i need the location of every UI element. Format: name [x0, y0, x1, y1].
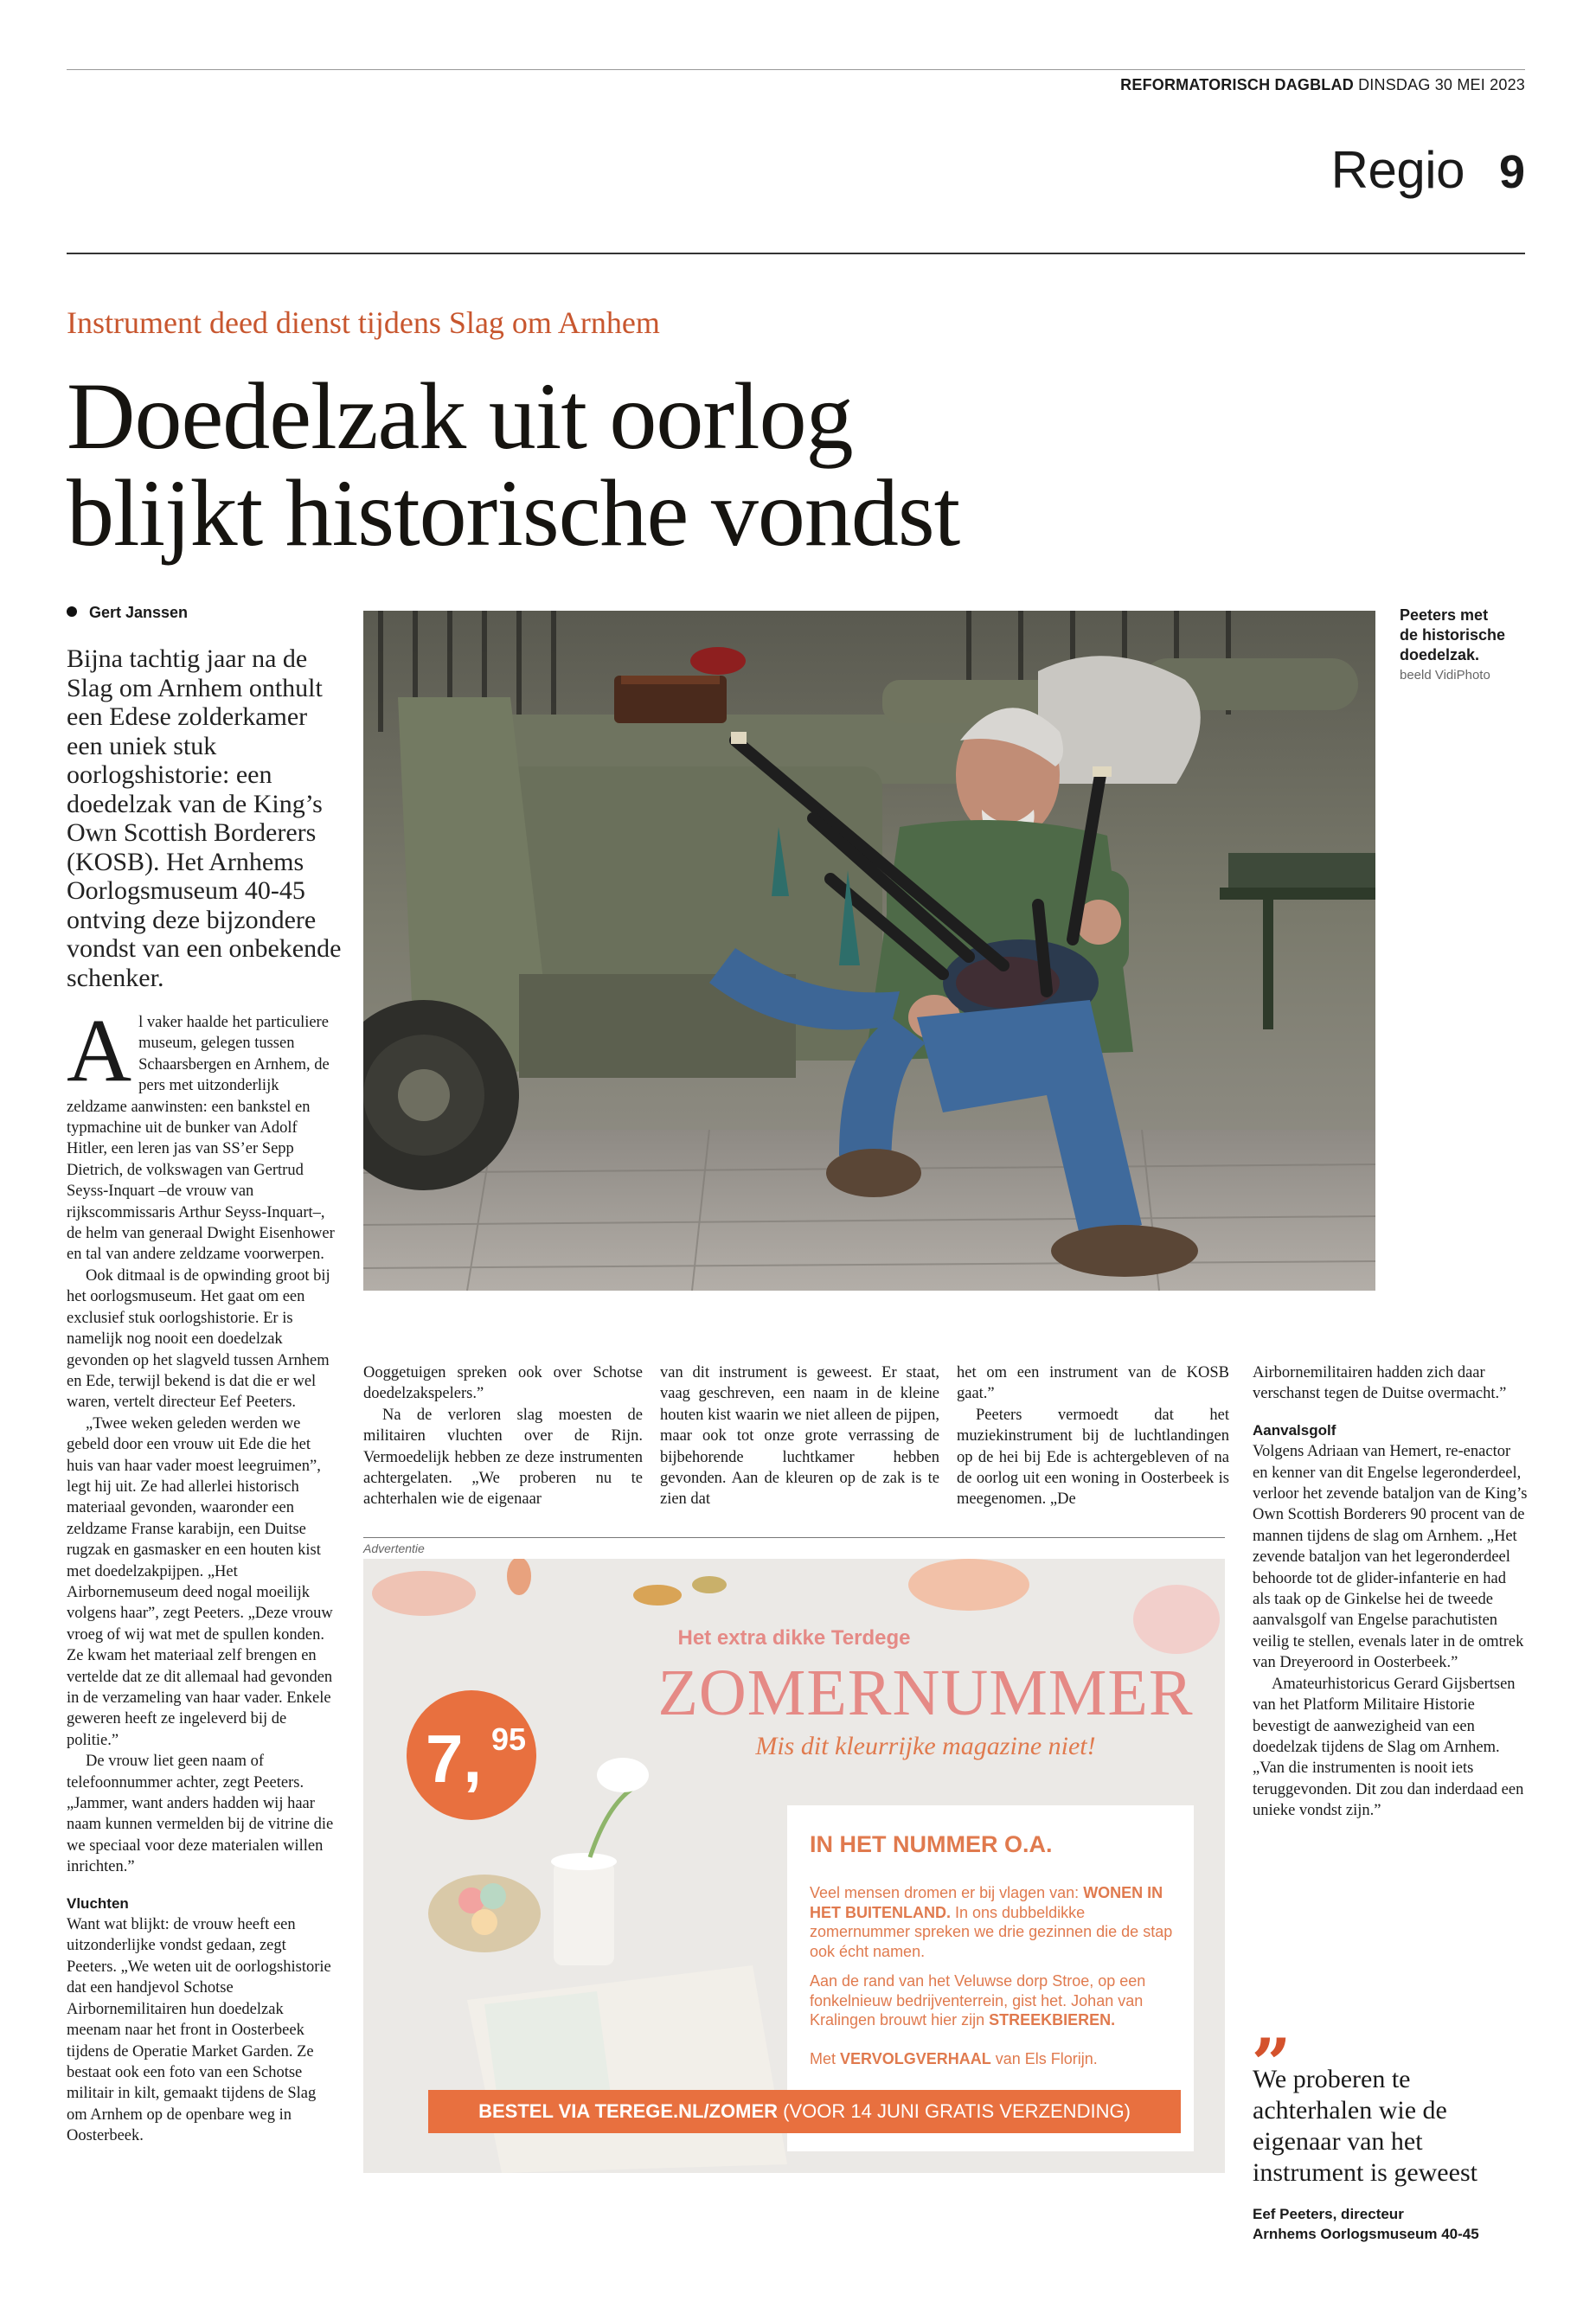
order-note: (VOOR 14 JUNI GRATIS VERZENDING): [778, 2100, 1131, 2122]
ad-text: van Els Florijn.: [990, 2050, 1098, 2067]
ad-subtitle: Het extra dikke Terdege: [677, 1626, 911, 1650]
paragraph: Want wat blijkt: de vrouw heeft een uitzonderlijke vondst gedaan, zegt Peeters. „We weten uit de oorlogshistorie dat een handjevol Schotse Airbornemilitairen hun doedelzak meenam naar het front in Oosterbeek tijdens de Operatie Market Garden. Ze bestaat ook een foto van een Schotse militair in kilt, gemaakt tijdens de Slag om Arnhem op de openbare weg in Oosterbeek.: [67, 1916, 331, 2145]
ad-section-title: IN HET NUMMER O.A.: [810, 1831, 1053, 1857]
photo-credit: beeld VidiPhoto: [1400, 668, 1490, 683]
subheading: Aanvalsgolf: [1253, 1421, 1336, 1439]
ad-highlight: STREEKBIEREN.: [989, 2011, 1116, 2029]
photo-caption: [1400, 606, 1529, 685]
ad-paragraph: [810, 1883, 1173, 1961]
price-cents: 95: [491, 1721, 527, 1757]
caption-line: Peeters met: [1400, 606, 1489, 624]
page-number: 9: [1498, 146, 1525, 198]
paragraph: Peeters vermoedt dat het muziekinstrument bij de luchtlandingen op de hei bij Ede is achtergebleven of na de oorlog uit een woning in Oosterbeek is meegenomen. „De: [957, 1406, 1229, 1509]
drop-cap: A: [67, 1001, 132, 1100]
quote-text: We proberen te achterhalen wie de eigenaar van het instrument is geweest: [1253, 2065, 1477, 2187]
ad-label: Advertentie: [363, 1541, 425, 1555]
top-rule: [67, 69, 1525, 70]
section-header: [1331, 140, 1525, 200]
pull-quote: [1253, 1984, 1529, 2244]
ad-title: ZOMERNUMMER: [657, 1657, 1194, 1729]
section-name: Regio: [1330, 141, 1465, 199]
quote-attribution: [1253, 2204, 1529, 2244]
ad-text: Aan de rand van het Veluwse dorp Stroe, op een fonkelnieuw bedrijventerrein, gist het. Johan van Kralingen brouwt hier zijn: [810, 1972, 1146, 2029]
paragraph: Ooggetuigen spreken ook over Schotse doedelzakspelers.”: [363, 1364, 643, 1403]
caption-line: doedelzak.: [1400, 646, 1480, 663]
subheading: Vluchten: [67, 1894, 129, 1912]
section-rule: [67, 253, 1525, 254]
masthead: [1120, 76, 1525, 94]
article-column-5: [1253, 1362, 1528, 1822]
paragraph: Volgens Adriaan van Hemert, re-enactor en kenner van dit Engelse legeronderdeel, verloor het zevende bataljon van de King’s Own Scottish Borderers 90 procent van de mannen tijdens de slag om Arnhem. „Het zevende bataljon van het legeronderdeel behoorde tot de glider-infanterie en had als taak op de Ginkelse hei de tweede aanvalsgolf van Engelse parachutisten veilig te stellen, evenals later in de omtrek van Dreyeroord in Oosterbeek.”: [1253, 1443, 1528, 1672]
ad-text: Veel mensen dromen er bij vlagen van:: [810, 1884, 1084, 1901]
article-photo: [363, 611, 1375, 1291]
byline: [67, 604, 188, 622]
quote-attribution-line: Arnhems Oorlogsmuseum 40-45: [1253, 2226, 1479, 2242]
photo-illustration: [363, 611, 1375, 1291]
ad-tagline: Mis dit kleurrijke magazine niet!: [755, 1732, 1096, 1760]
ad-paragraph: [810, 1971, 1173, 2030]
article-intro: Bijna tachtig jaar na de Slag om Arnhem onthult een Edese zolderkamer een uniek stuk oorlogshistorie: een doedelzak van de King’s Own Scottish Borderers (KOSB). Het Arnhems Oorlogsmuseum 40-45 ontving deze bijzondere vondst van een onbekende schenker.: [67, 644, 342, 992]
masthead-paper: REFORMATORISCH DAGBLAD: [1120, 76, 1354, 93]
article-column-1: [67, 1001, 337, 2147]
ad-text: In ons dubbeldikke zomernummer spreken we drie gezinnen die de stap ook écht namen.: [810, 1903, 1173, 1960]
quote-attribution-line: Eef Peeters, directeur: [1253, 2206, 1404, 2222]
article-column-3: [660, 1362, 939, 1510]
bullet-icon: [67, 606, 77, 617]
paragraph: van dit instrument is geweest. Er staat, vaag geschreven, een naam in de kleine houten kist waarin we niet alleen de pijpen, maar ook tot onze grote verrassing de bijbehorende luchtkamer hebben gevonden. Aan de kleuren op de zak is te zien dat: [660, 1364, 939, 1509]
order-link[interactable]: BESTEL VIA TEREGE.NL/ZOMER: [478, 2100, 779, 2122]
kicker: Instrument deed dienst tijdens Slag om Arnhem: [67, 305, 660, 340]
article-column-4: [957, 1362, 1229, 1510]
ad-paragraph: [810, 2049, 1173, 2069]
ad-text: Met: [810, 2050, 841, 2067]
paragraph: l vaker haalde het particuliere museum, gelegen tussen Schaarsbergen en Arnhem, de pers met uitzonderlijk zeldzame aanwinsten: een bankstel en typmachine uit de bunker van Adolf Hitler, een leren jas van SS’er Sepp Dietrich, de volkswagen van Gertrud Seyss-Inquart –de vrouw van rijkscommissaris Arthur Seyss-Inquart–, de helm van generaal Dwight Eisenhower en tal van andere zeldzame voorwerpen.: [67, 1014, 335, 1264]
headline-line-2: blijkt historische vondst: [67, 460, 960, 566]
quote-mark-icon: „: [1253, 1984, 1293, 2065]
paragraph: Amateurhistoricus Gerard Gijsbertsen van het Platform Militaire Historie bevestigt de aanwezigheid van een doedelzak tijdens de Slag om Arnhem. „Van die instrumenten is nooit iets teruggevonden. Dit zou dan inderdaad een unieke vondst zijn.”: [1253, 1675, 1524, 1820]
ad-highlight: WONEN IN HET BUITENLAND.: [810, 1884, 1163, 1921]
article-column-2: [363, 1362, 643, 1510]
order-banner[interactable]: [428, 2090, 1181, 2133]
price-main: 7,: [426, 1721, 483, 1797]
paragraph: De vrouw liet geen naam of telefoonnummer achter, zegt Peeters. „Jammer, want anders hadden wij haar naam kunnen vermelden bij de vitrine die we speciaal voor deze materialen willen inrichten.”: [67, 1753, 334, 1876]
paragraph: Na de verloren slag moesten de militairen vluchten over de Rijn. Vermoedelijk hebben ze deze instrumenten achtergelaten. „We proberen nu te achterhalen wie de eigenaar: [363, 1406, 643, 1509]
paragraph: Ook ditmaal is de opwinding groot bij het oorlogsmuseum. Het gaat om een exclusief stuk oorlogshistorie. Er is namelijk nog nooit een doedelzak gevonden op het slagveld tussen Arnhem en Ede, terwijl bekend is dat die er wel waren, vertelt directeur Eef Peeters.: [67, 1266, 330, 1412]
paragraph: het om een instrument van de KOSB gaat.”: [957, 1364, 1229, 1403]
ad-rule: [363, 1537, 1225, 1538]
byline-author: Gert Janssen: [89, 604, 189, 621]
paragraph: „Twee weken geleden werden we gebeld door een vrouw uit Ede die het huis van haar vader moest leegruimen”, legt hij uit. Ze had allerlei historisch materiaal gevonden, waaronder een zeldzame Franse karabijn, een Duitse rugzak en gasmasker en een houten kist met doedelzakpijpen. „Het Airbornemuseum deed nogal moeilijk volgens haar”, zegt Peeters. „Deze vrouw vroeg of wij wat met de spullen konden. Ze kwam het materiaal zelf brengen en vertelde dat ze dit allemaal had gevonden in de verzameling van haar vader. Enkele geweren heeft ze ingeleverd bij de politie.”: [67, 1414, 333, 1749]
advertisement[interactable]: [363, 1559, 1225, 2173]
caption-line: de historische: [1400, 626, 1506, 644]
price-badge: [407, 1690, 536, 1820]
ad-highlight: VERVOLGVERHAAL: [840, 2050, 991, 2067]
paragraph: Airbornemilitairen hadden zich daar verschanst tegen de Duitse overmacht.”: [1253, 1364, 1507, 1403]
headline-line-1: Doedelzak uit oorlog: [67, 363, 853, 469]
masthead-date: DINSDAG 30 MEI 2023: [1358, 76, 1525, 93]
headline: [67, 363, 1191, 566]
